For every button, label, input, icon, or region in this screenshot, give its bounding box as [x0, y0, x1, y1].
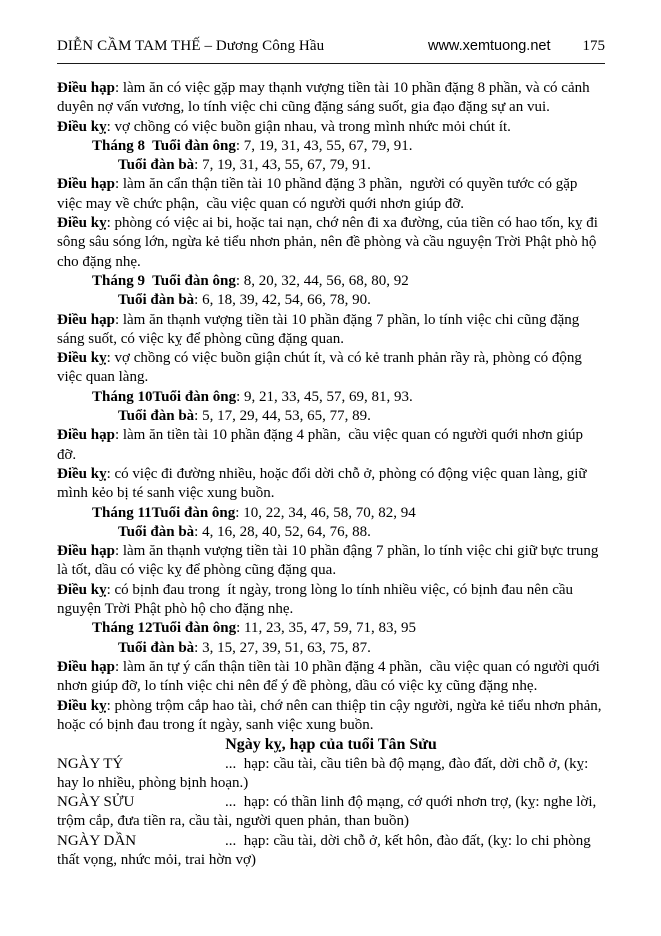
dieu-ky-text: : phòng trộm cắp hao tài, chớ nên can thiệp tin cậy người, ngừa kẻ tiểu nhơn phản, hoặc có bịnh đau trong ít ngày, sanh việc xung buồn. — [57, 697, 606, 733]
dieu-hap-paragraph — [57, 658, 605, 697]
day-ty-line — [57, 755, 605, 794]
month-8-women-line — [57, 156, 605, 175]
day-dan-line — [57, 832, 605, 871]
month-11-women-ages: : 4, 16, 28, 40, 52, 64, 76, 88. — [194, 523, 371, 540]
month-9-women-line — [57, 291, 605, 310]
month-10-men-label: Tháng 10Tuổi đàn ông — [92, 388, 237, 405]
dieu-ky-label: Điều kỵ — [57, 697, 107, 714]
dieu-ky-label: Điều kỵ — [57, 465, 107, 482]
month-8-women-label: Tuổi đàn bà — [118, 157, 195, 174]
dieu-hap-label: Điều hạp — [57, 427, 115, 444]
dieu-ky-paragraph — [57, 118, 605, 137]
dieu-ky-label: Điều kỵ — [57, 581, 107, 598]
month-11-women-label: Tuổi đàn bà — [118, 523, 195, 540]
month-11-men-line — [57, 504, 605, 523]
day-ty-name: NGÀY TÝ — [57, 755, 124, 772]
month-12-men-ages: : 11, 23, 35, 47, 59, 71, 83, 95 — [236, 620, 416, 637]
dieu-ky-text: : vợ chồng có việc buồn giận nhau, và trong mình nhức mỏi chút ít. — [106, 118, 511, 135]
month-9-men-label: Tháng 9 Tuổi đàn ông — [92, 272, 236, 289]
dieu-hap-label: Điều hạp — [57, 543, 115, 560]
month-11-men-ages: : 10, 22, 34, 46, 58, 70, 82, 94 — [235, 504, 416, 521]
dieu-hap-paragraph — [57, 311, 605, 350]
month-12-men-line — [57, 619, 605, 638]
month-11-women-line — [57, 523, 605, 542]
dieu-ky-text: : vợ chồng có việc buồn giận chút ít, và có kẻ tranh phản rầy rà, phòng có động việc quan làng. — [57, 350, 586, 386]
dieu-hap-text: : làm ăn thạnh vượng tiền tài 10 phần đậng 7 phần, lo tính việc chi giữ bực trung là tốt, dầu có việc kỵ để phòng cũng đặng qua. — [57, 543, 603, 579]
website-url: www.xemtuong.net — [427, 38, 551, 54]
month-10-women-line — [57, 407, 605, 426]
month-11-men-label: Tháng 11Tuổi đàn ông — [92, 504, 236, 521]
dieu-hap-label: Điều hạp — [57, 176, 115, 193]
dieu-hap-text: : làm ăn có việc gặp may thạnh vượng tiền tài 10 phần đặng 8 phần, và có cảnh duyên nợ vấn vương, lo tính việc chi cũng đặng sáng suốt, gia đạo đặng sự an vui. — [57, 80, 594, 116]
day-suu-line — [57, 793, 605, 832]
month-9-men-line — [57, 272, 605, 291]
header-right — [428, 38, 605, 55]
dieu-hap-paragraph — [57, 175, 605, 214]
dieu-ky-paragraph — [57, 349, 605, 388]
month-10-women-label: Tuổi đàn bà — [118, 408, 195, 425]
month-8-men-line — [57, 137, 605, 156]
month-10-men-ages: : 9, 21, 33, 45, 57, 69, 81, 93. — [236, 388, 413, 405]
book-title: DIỄN CẦM TAM THẾ – Dương Công Hầu — [57, 38, 325, 54]
dieu-hap-paragraph — [57, 426, 605, 465]
dieu-hap-text: : làm ăn cẩn thận tiền tài 10 phầnd đặng 3 phần, người có quyền tước có gặp việc may về chức phận, cầu việc quan có người quới nhơn giúp đỡ. — [57, 176, 582, 212]
month-9-women-ages: : 6, 18, 39, 42, 54, 66, 78, 90. — [194, 292, 371, 309]
month-12-women-label: Tuổi đàn bà — [118, 639, 195, 656]
page-header — [57, 38, 605, 64]
month-10-women-ages: : 5, 17, 29, 44, 53, 65, 77, 89. — [194, 408, 371, 425]
month-8-men-label: Tháng 8 Tuổi đàn ông — [92, 137, 236, 154]
month-12-women-line — [57, 639, 605, 658]
dieu-ky-label: Điều kỵ — [57, 118, 107, 135]
dieu-ky-paragraph — [57, 465, 605, 504]
dieu-hap-text: : làm ăn tiền tài 10 phần đặng 4 phần, cầu việc quan có người quới nhơn giúp đỡ. — [57, 427, 587, 463]
month-9-women-label: Tuổi đàn bà — [118, 292, 195, 309]
page-number: 175 — [582, 38, 605, 54]
day-dan-detail: ... hạp: cầu tài, dời chỗ ở, kết hôn, đào đất, (kỵ: lo chi phòng thất vọng, nhức mỏi, trai hờn vợ) — [57, 832, 595, 869]
day-suu-name: NGÀY SỬU — [57, 794, 135, 811]
dieu-hap-label: Điều hạp — [57, 80, 115, 96]
dieu-ky-label: Điều kỵ — [57, 350, 107, 367]
dieu-ky-paragraph — [57, 697, 605, 736]
dieu-ky-text: : phòng có việc ai bi, hoặc tai nạn, chớ nên đi xa đường, của tiền có hao tốn, kỵ đi sông sâu sóng lớn, ngừa kẻ tiểu nhơn phản, nên đề phòng và cầu nguyện Trời Phật phò hộ cho đặng nhẹ. — [57, 215, 602, 270]
document-body — [57, 79, 605, 870]
day-suu-detail: ... hạp: có thần linh độ mạng, cớ quới nhơn trợ, (kỵ: nghe lời, trộm cắp, đưa tiền ra, cầu tài, người quen phản, than buồn) — [57, 794, 601, 830]
dieu-hap-paragraph — [57, 79, 605, 118]
dieu-ky-paragraph — [57, 214, 605, 272]
dieu-hap-paragraph — [57, 542, 605, 581]
day-ty-detail: ... hạp: cầu tài, cầu tiên bà độ mạng, đào đất, dời chỗ ở, (kỵ: hay lo nhiều, phòng bịnh hoạn.) — [57, 755, 593, 791]
dieu-hap-text: : làm ăn tự ý cẩn thận tiền tài 10 phần đặng 4 phần, cầu việc quan có người quới nhơn giúp đỡ, lo tính việc chi nên để ý đề phòng, dầu có việc kỵ cũng đặng nhẹ. — [57, 658, 604, 695]
dieu-ky-label: Điều kỵ — [57, 215, 107, 232]
dieu-ky-text: : có bịnh đau trong ít ngày, trong lòng lo tính nhiều việc, có bịnh đau nên cầu nguyện Trời Phật phò hộ cho đặng nhẹ. — [57, 581, 577, 618]
dieu-hap-label: Điều hạp — [57, 658, 115, 675]
dieu-ky-paragraph — [57, 581, 605, 620]
month-8-women-ages: : 7, 19, 31, 43, 55, 67, 79, 91. — [194, 157, 371, 174]
dieu-ky-text: : có việc đi đường nhiều, hoặc đổi dời chỗ ở, phòng có động việc quan làng, giữ mình kẻo bị té sanh việc xung buồn. — [57, 465, 591, 502]
month-9-men-ages: : 8, 20, 32, 44, 56, 68, 80, 92 — [235, 272, 409, 289]
month-8-men-ages: : 7, 19, 31, 43, 55, 67, 79, 91. — [235, 137, 413, 154]
dieu-hap-label: Điều hạp — [57, 311, 115, 328]
month-12-men-label: Tháng 12Tuổi đàn ông — [92, 620, 237, 637]
day-dan-name: NGÀY DẦN — [57, 832, 137, 849]
section-heading: Ngày kỵ, hạp của tuổi Tân Sửu — [225, 736, 437, 754]
dieu-hap-text: : làm ăn thạnh vượng tiền tài 10 phần đặng 7 phần, lo tính việc chi cũng đặng sáng suốt, có việc kỵ để phòng cũng đặng quan. — [57, 311, 583, 347]
month-12-women-ages: : 3, 15, 27, 39, 51, 63, 75, 87. — [194, 639, 371, 656]
month-10-men-line — [57, 388, 605, 407]
